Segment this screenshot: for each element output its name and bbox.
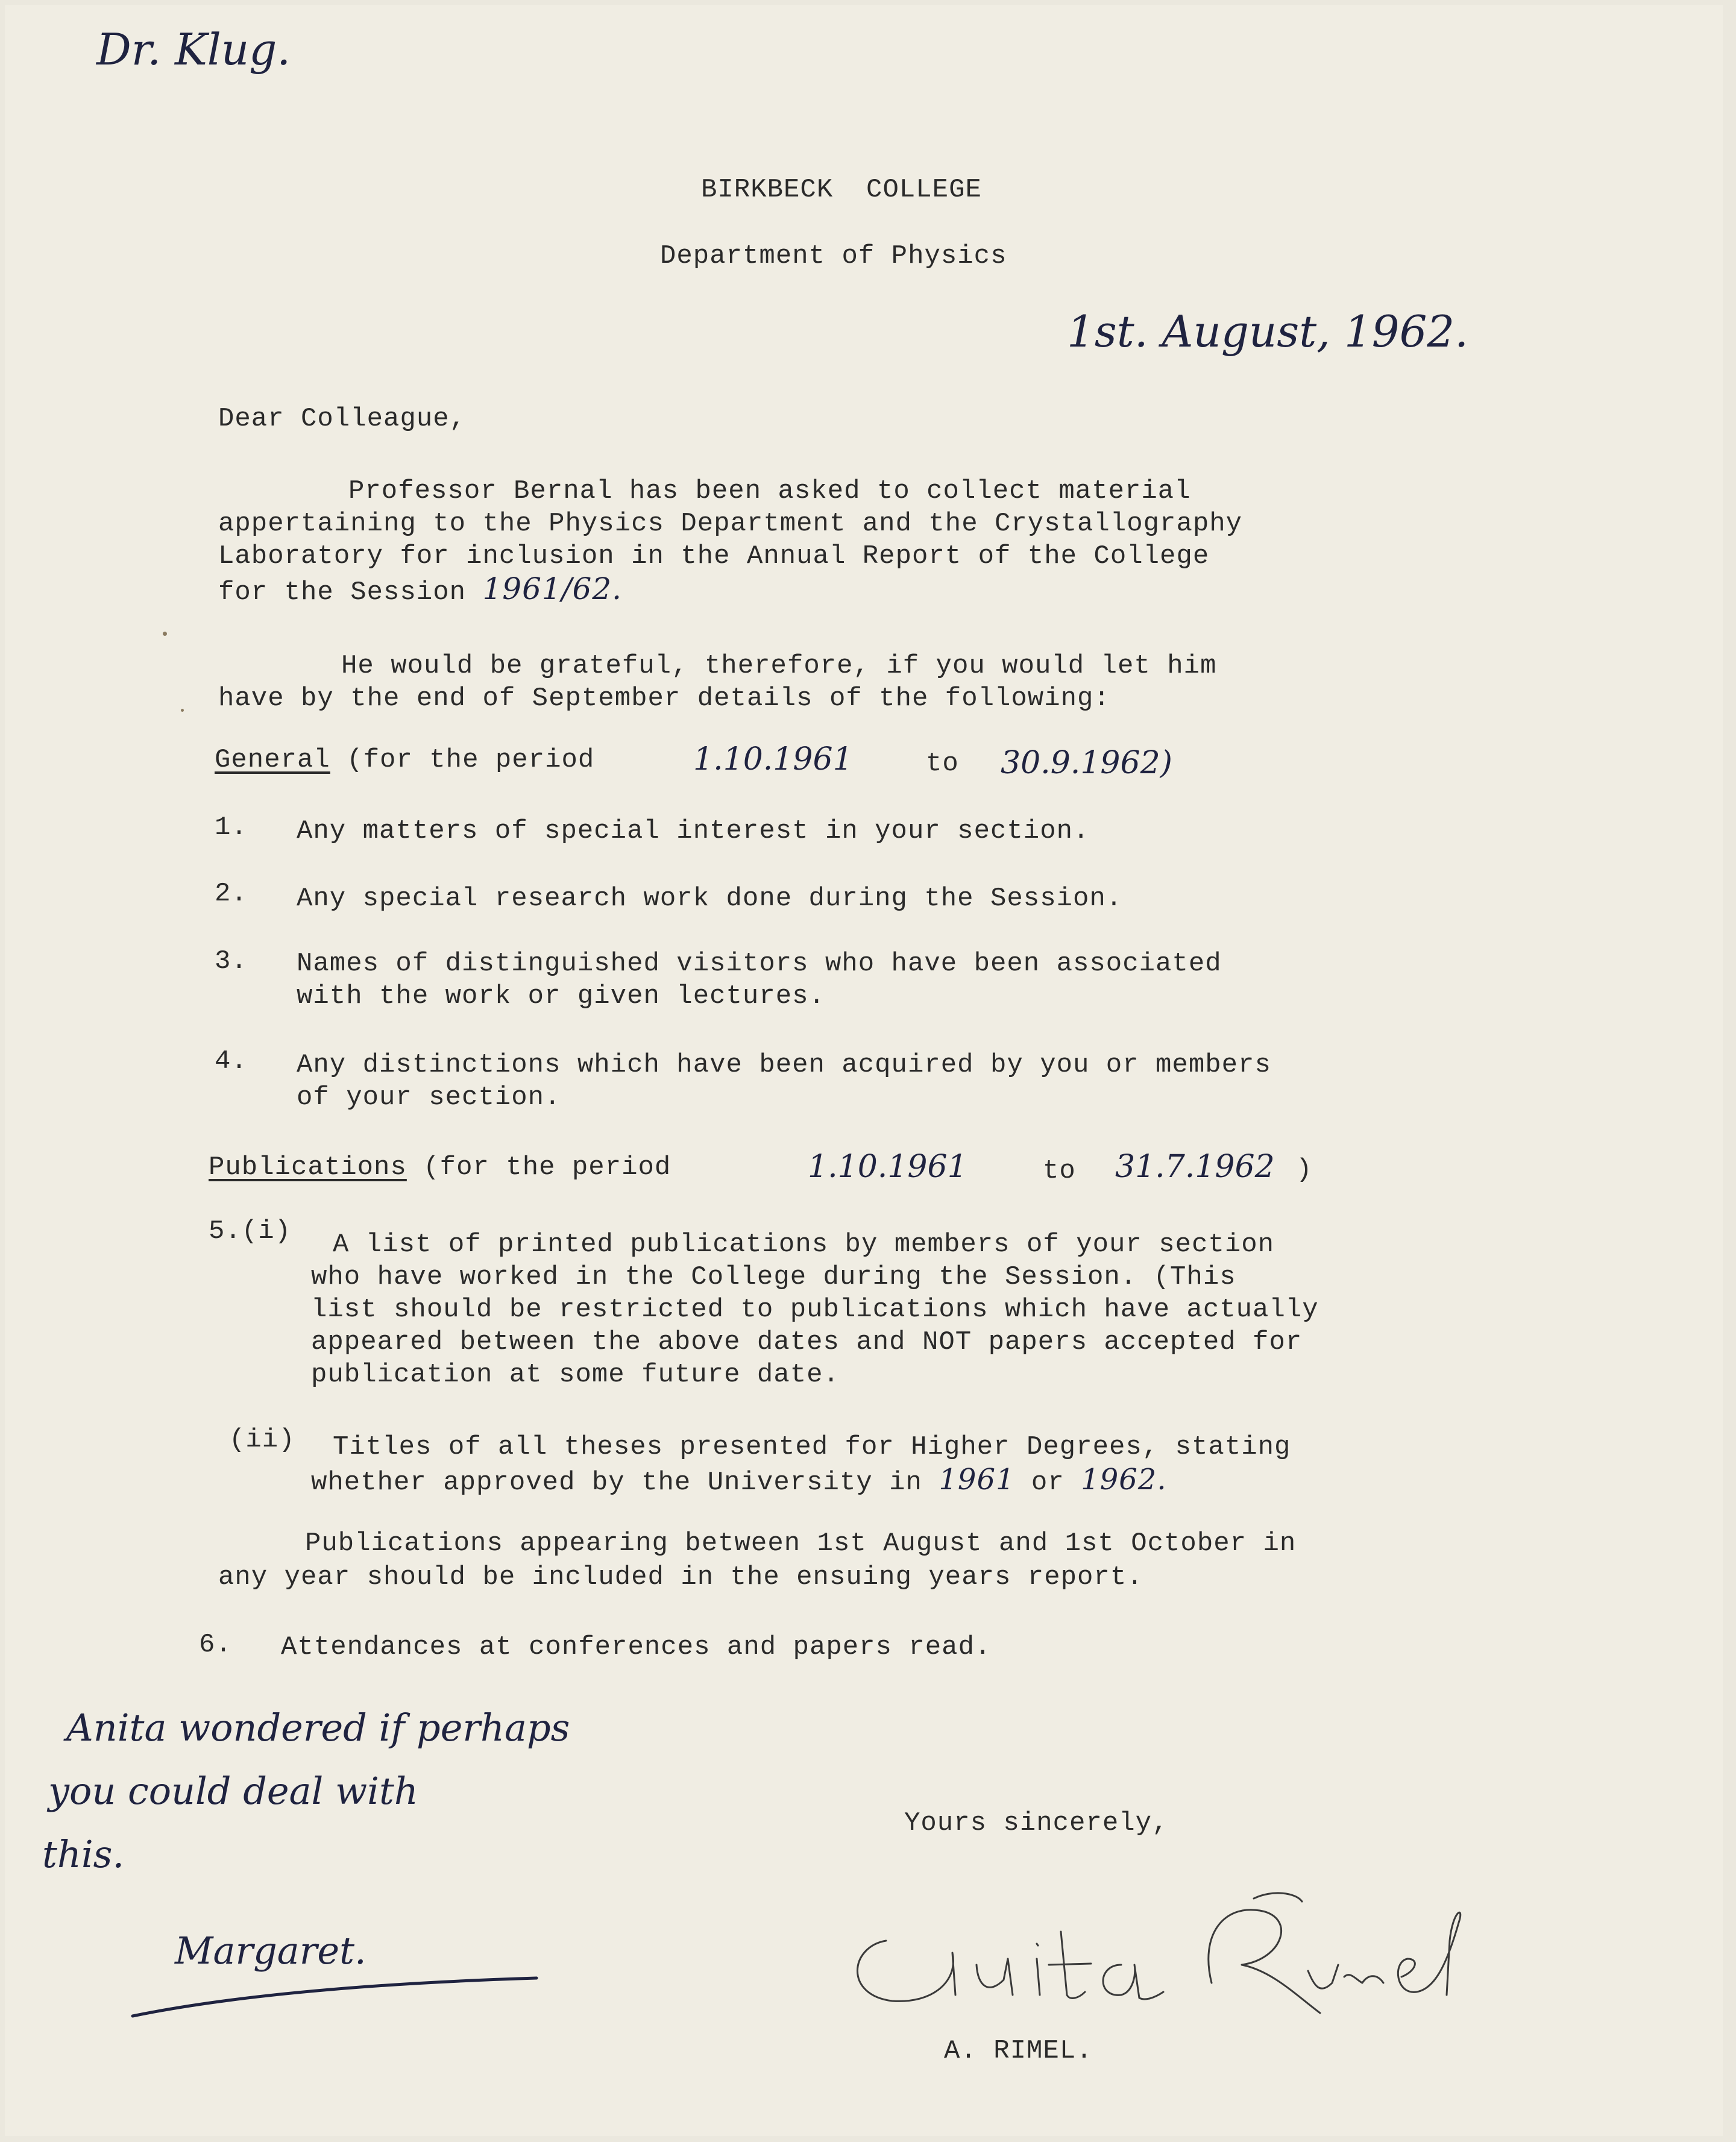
publications-note-line-1: Publications appearing between 1st August and 1st October in [305,1528,1297,1559]
institution-name: BIRKBECK COLLEGE [701,175,982,205]
intro-line-4 [218,573,622,609]
item-5ii-line-2 [311,1463,1167,1499]
request-line-2: have by the end of September details of the following: [218,683,1110,714]
intro-line-2: appertaining to the Physics Department and the Crystallography [218,509,1243,539]
handwritten-year-2: 1962. [1081,1463,1167,1497]
request-line-1: He would be grateful, therefore, if you would let him [341,651,1217,681]
general-item-1-number: 1. [215,812,248,843]
general-item-4-number: 4. [215,1046,248,1076]
paper-speck [163,632,167,636]
item-5ii-line-2-prefix: whether approved by the University in [311,1468,939,1498]
general-heading: General [215,745,330,775]
handwritten-publications-to: 31.7.1962 [1115,1149,1275,1185]
publications-note-line-2: any year should be included in the ensuing years report. [218,1562,1143,1592]
general-item-4-text-1: Any distinctions which have been acquired by you or members [297,1050,1271,1080]
publications-to-word: to [1043,1156,1076,1186]
general-item-2-text: Any special research work done during the Session. [297,884,1123,914]
handwritten-year-1: 1961 [939,1463,1015,1497]
signature [838,1874,1477,2025]
general-item-3-text-1: Names of distinguished visitors who have been associated [297,949,1222,979]
item-5i-number: 5.(i) [209,1216,292,1246]
handwritten-general-from: 1.10.1961 [693,741,853,777]
intro-line-3: Laboratory for inclusion in the Annual Report of the College [218,541,1210,571]
item-5i-line-2: who have worked in the College during the Session. (This [311,1262,1236,1292]
general-item-3-text-2: with the work or given lectures. [297,981,825,1011]
general-period-prefix: (for the period [330,745,595,775]
handwritten-publications-from: 1.10.1961 [808,1149,967,1185]
item-6-number: 6. [199,1630,232,1660]
handwritten-note-line-1: Anita wondered if perhaps [66,1706,570,1750]
handwritten-note-line-2: you could deal with [48,1769,418,1813]
item-5i-line-5: publication at some future date. [311,1360,840,1390]
item-5ii-number: (ii) [229,1425,295,1455]
handwritten-date: 1st. August, 1962. [1067,306,1469,357]
item-5i-line-3: list should be restricted to publications which have actually [311,1295,1319,1325]
handwritten-underline-stroke [127,1971,542,2025]
general-item-3-number: 3. [215,946,248,976]
publications-period-close: ) [1296,1155,1313,1185]
item-6-text: Attendances at conferences and papers read. [281,1632,992,1662]
paper-speck [181,709,184,712]
item-5i-line-4: appeared between the above dates and NOT papers accepted for [311,1327,1303,1357]
intro-line-1: Professor Bernal has been asked to collect material [348,476,1191,506]
general-item-1-text: Any matters of special interest in your section. [297,816,1090,846]
handwritten-signoff: Margaret. [175,1929,366,1973]
department-name: Department of Physics [660,241,1007,271]
handwritten-note-line-3: this. [42,1832,125,1876]
general-heading-line [215,744,594,776]
salutation: Dear Colleague, [218,404,467,434]
handwritten-addressee: Dr. Klug. [96,24,291,75]
signatory-name: A. RIMEL. [944,2036,1093,2066]
handwritten-session: 1961/62. [482,571,623,606]
item-5ii-line-1: Titles of all theses presented for Higher Degrees, stating [333,1432,1291,1462]
item-5i-line-1: A list of printed publications by members of your section [333,1230,1275,1260]
general-item-2-number: 2. [215,879,248,909]
publications-heading-line [209,1151,671,1184]
general-item-4-text-2: of your section. [297,1082,561,1113]
item-5ii-or: or [1014,1468,1081,1498]
closing: Yours sincerely, [904,1808,1169,1838]
intro-session-prefix: for the Session [218,577,483,608]
publications-heading: Publications [209,1152,407,1182]
handwritten-general-to: 30.9.1962) [1001,745,1172,781]
general-to-word: to [926,749,959,779]
publications-period-prefix: (for the period [406,1152,671,1182]
